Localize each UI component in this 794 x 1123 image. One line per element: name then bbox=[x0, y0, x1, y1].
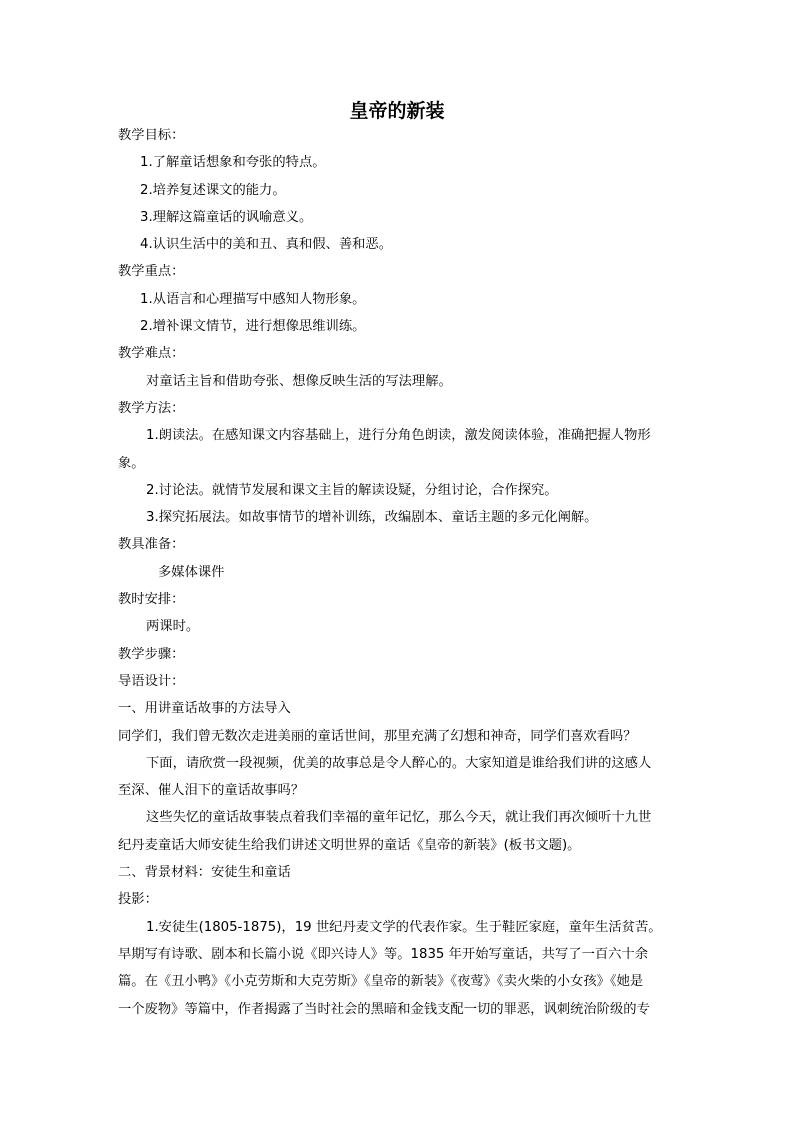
section-heading-key-points: 教学重点： bbox=[118, 264, 185, 280]
objective-item: 2.培养复述课文的能力。 bbox=[140, 182, 286, 198]
paragraph-line: 至深、催人泪下的童话故事吗？ bbox=[118, 783, 305, 799]
paragraph-line: 同学们，我们曾无数次走进美丽的童话世间，那里充满了幻想和神奇，同学们喜欢看吗？ bbox=[118, 728, 637, 744]
document-body bbox=[118, 122, 684, 1023]
section-heading-materials: 教具准备： bbox=[118, 537, 185, 553]
paragraph-line: 早期写有诗歌、剧本和长篇小说《即兴诗人》等。1835 年开始写童话，共写了一百六十余 bbox=[118, 946, 649, 962]
document-title: 皇帝的新装 bbox=[349, 100, 445, 122]
section-heading-objectives: 教学目标： bbox=[118, 128, 185, 143]
objective-item: 4.认识生活中的美和丑、真和假、善和恶。 bbox=[140, 237, 393, 253]
key-point-item: 2.增补课文情节，进行想像思维训练。 bbox=[140, 319, 366, 335]
paragraph-line: 1.安徒生(1805-1875)，19 世纪丹麦文学的代表作家。生于鞋匠家庭，童年生活贫苦。 bbox=[146, 919, 662, 935]
method-item: 1.朗读法。在感知课文内容基础上，进行分角色朗读，激发阅读体验，准确把握人物形 bbox=[146, 428, 651, 444]
paragraph-line: 一个废物》等篇中，作者揭露了当时社会的黑暗和金钱支配一切的罪恶，讽刺统治阶级的专 bbox=[118, 1001, 650, 1017]
key-point-item: 1.从语言和心理描写中感知人物形象。 bbox=[140, 291, 366, 307]
section-heading-methods: 教学方法： bbox=[118, 400, 185, 416]
section-heading-difficulties: 教学难点： bbox=[118, 346, 185, 362]
section-heading-steps: 教学步骤： bbox=[118, 646, 185, 662]
materials-text: 多媒体课件 bbox=[158, 564, 225, 580]
projection-label: 投影： bbox=[118, 892, 158, 908]
difficulty-text: 对童话主旨和借助夸张、想像反映生活的写法理解。 bbox=[146, 373, 452, 389]
paragraph-line: 篇。在《丑小鸭》《小克劳斯和大克劳斯》《皇帝的新装》《夜莺》《卖火柴的小女孩》《她是 bbox=[118, 974, 644, 990]
paragraph-line: 下面，请欣赏一段视频，优美的故事总是令人醉心的。大家知道是谁给我们讲的这感人 bbox=[146, 755, 652, 771]
paragraph-line: 这些失忆的童话故事装点着我们幸福的童年记忆，那么今天，就让我们再次倾听十九世 bbox=[146, 810, 652, 826]
objective-item: 1.了解童话想象和夸张的特点。 bbox=[140, 155, 326, 171]
subsection-heading-intro: 一、用讲童话故事的方法导入 bbox=[118, 701, 291, 717]
subsection-heading-background: 二、背景材料：安徒生和童话 bbox=[118, 865, 291, 881]
method-item: 2.讨论法。就情节发展和课文主旨的解读设疑，分组讨论，合作探究。 bbox=[146, 482, 558, 498]
section-heading-intro-design: 导语设计： bbox=[118, 673, 185, 689]
method-item: 3.探究拓展法。如故事情节的增补训练，改编剧本、童话主题的多元化阐解。 bbox=[146, 510, 598, 526]
method-item-continued: 象。 bbox=[118, 455, 145, 471]
objective-item: 3.理解这篇童话的讽喻意义。 bbox=[140, 209, 313, 225]
schedule-text: 两课时。 bbox=[146, 619, 200, 635]
paragraph-line: 纪丹麦童话大师安徒生给我们讲述文明世界的童话《皇帝的新装》(板书文题)。 bbox=[118, 837, 581, 853]
section-heading-schedule: 教时安排： bbox=[118, 592, 185, 608]
